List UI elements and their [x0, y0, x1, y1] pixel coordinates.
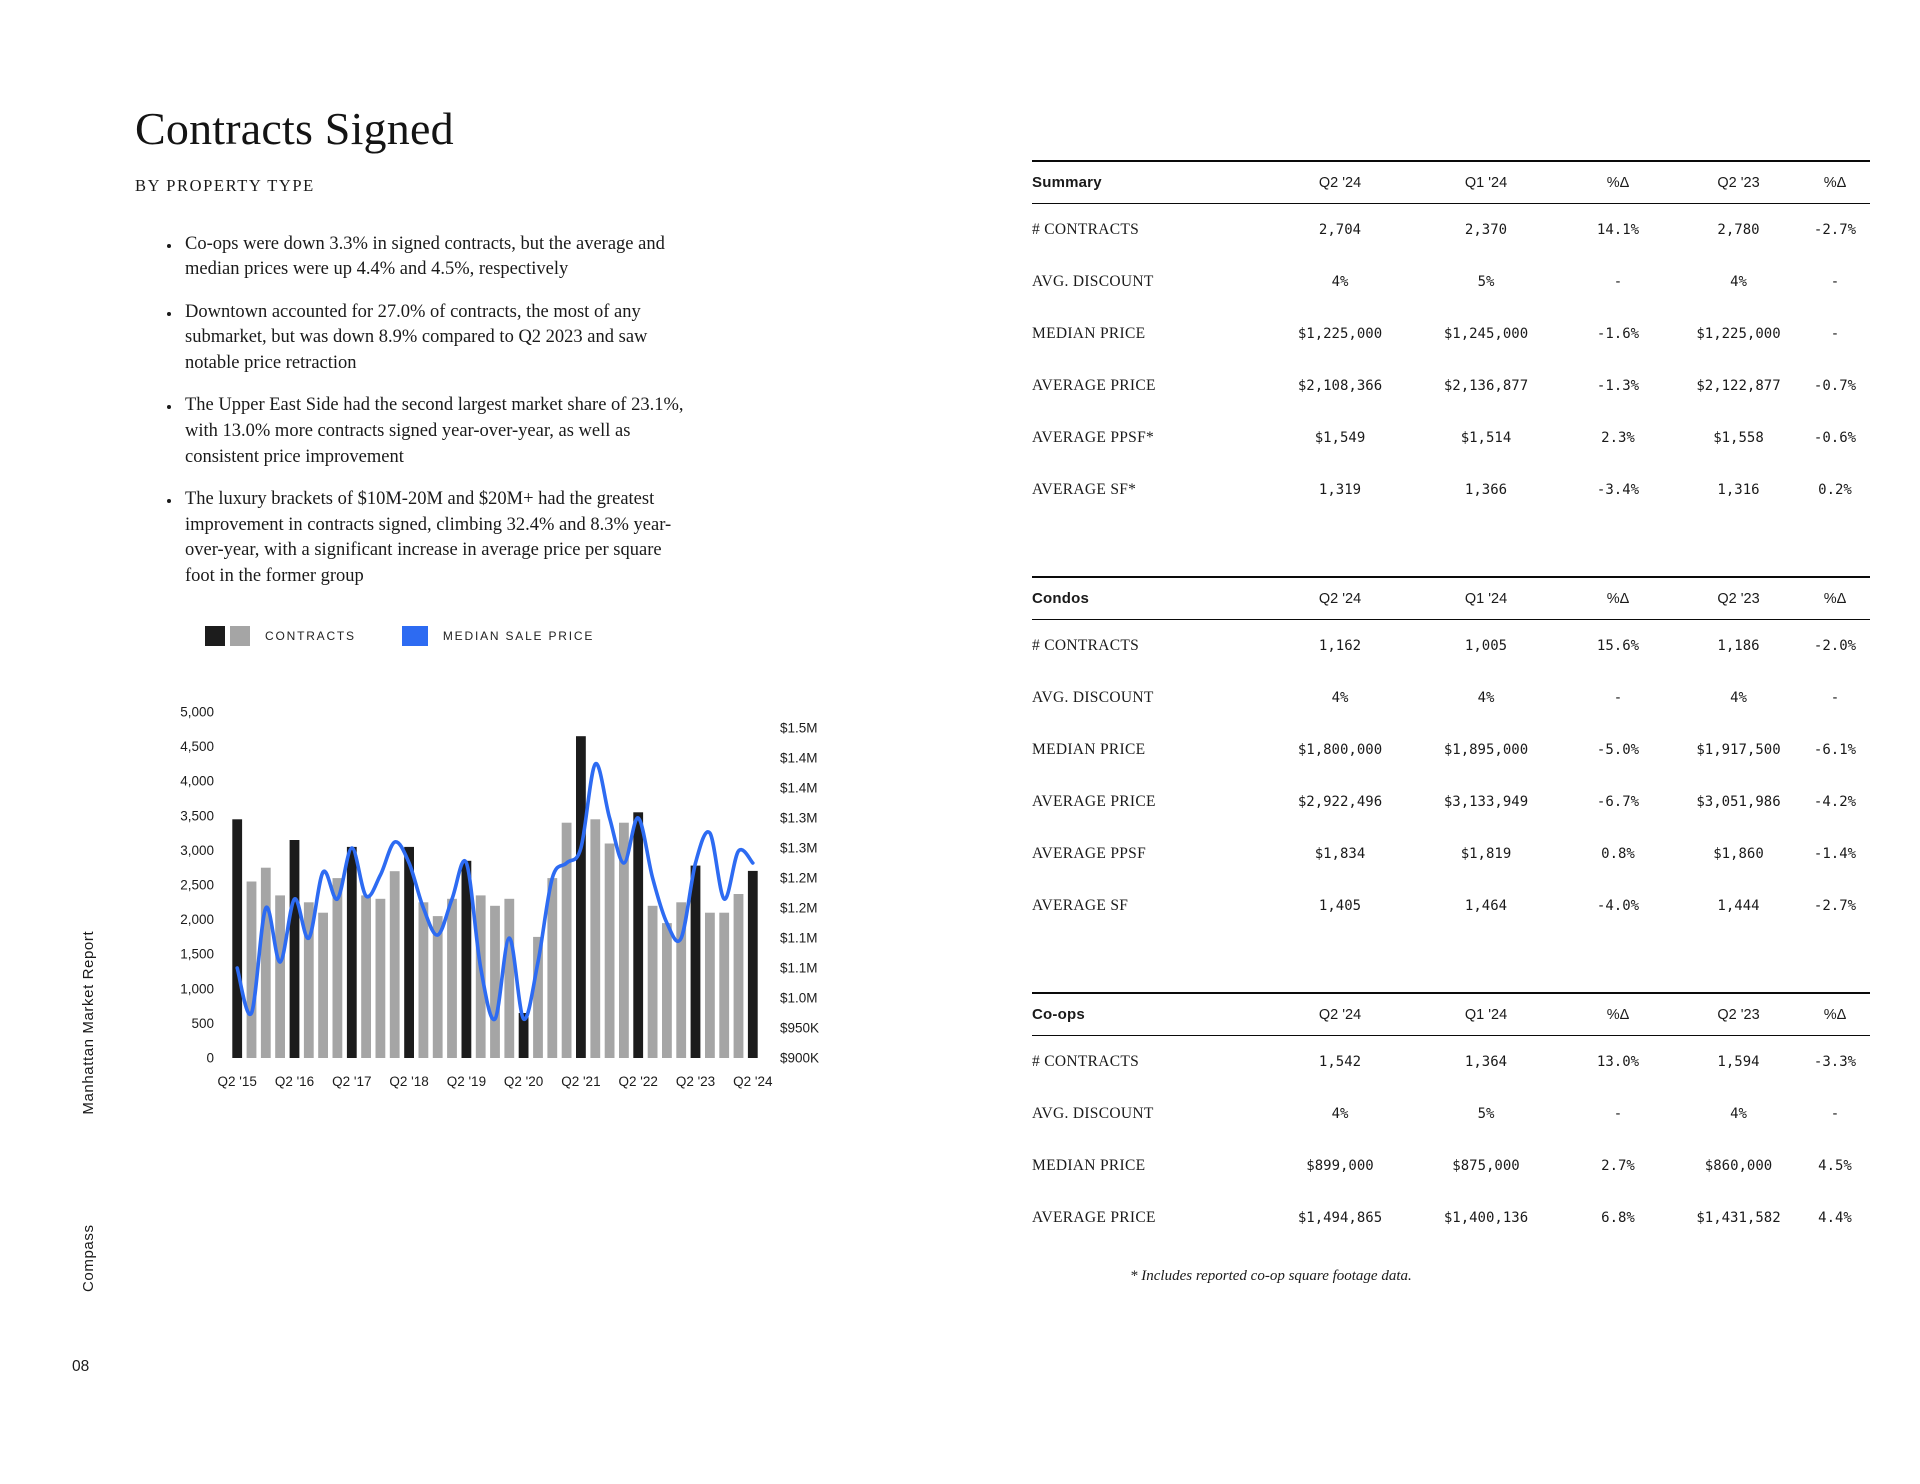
bullet-item: • The Upper East Side had the second largest market share of 23.1%, with 13.0% more contracts signed year-over-year, as well as consistent price improvement [181, 393, 691, 470]
cell-value: $1,558 [1713, 430, 1764, 446]
left-axis-tick: 4,000 [180, 773, 214, 789]
page-subtitle: BY PROPERTY TYPE [135, 175, 315, 195]
cell-value: -3.4% [1596, 482, 1640, 498]
cell-value: 1,005 [1464, 638, 1508, 654]
x-axis-tick: Q2 '16 [274, 1074, 315, 1089]
page-number: 08 [72, 1358, 90, 1375]
contracts-bar [648, 906, 658, 1058]
table-row [1032, 1140, 1870, 1192]
table-row [1032, 1036, 1870, 1088]
x-axis-tick: Q2 '18 [389, 1074, 429, 1089]
right-axis-tick: $1.5M [780, 720, 818, 736]
cell-value: 6.8% [1601, 1210, 1635, 1226]
table-row [1032, 776, 1870, 828]
table-row [1032, 412, 1870, 464]
cell-value: 15.6% [1596, 638, 1640, 654]
contracts-gray-swatch-icon [230, 626, 250, 646]
contracts-bar [433, 916, 443, 1058]
cell-value: 4% [1331, 690, 1349, 706]
cell-value: 1,364 [1464, 1054, 1508, 1070]
column-header: Q2 '23 [1717, 1006, 1760, 1023]
cell-value: $1,917,500 [1696, 742, 1781, 758]
column-header: Q1 '24 [1464, 590, 1508, 607]
x-axis-tick: Q2 '15 [217, 1074, 257, 1089]
cell-value: - [1830, 690, 1840, 706]
contracts-bar [419, 902, 429, 1058]
table-row [1032, 880, 1870, 932]
cell-value: 4% [1730, 1106, 1747, 1122]
bullet-item: • The luxury brackets of $10M-20M and $20M+ had the greatest improvement in contracts signed, climbing 32.4% and 8.3% year-over-year, with a significant increase in average price per square foot in the former group [181, 487, 691, 589]
cell-value: 13.0% [1596, 1054, 1640, 1070]
cell-value: 1,444 [1717, 898, 1760, 914]
cell-value: 2,704 [1318, 222, 1362, 238]
row-label: AVERAGE PPSF [1032, 845, 1147, 862]
cell-value: -6.7% [1596, 794, 1640, 810]
contracts-bar [719, 913, 729, 1058]
row-label: AVERAGE SF [1032, 897, 1129, 914]
cell-value: -1.6% [1596, 326, 1640, 342]
contracts-bar [490, 906, 500, 1058]
contracts-bar [447, 899, 457, 1058]
contracts-bar [347, 847, 357, 1058]
cell-value: 5% [1477, 1106, 1495, 1122]
row-label: AVERAGE SF* [1032, 481, 1137, 498]
cell-value: 14.1% [1596, 222, 1640, 238]
cell-value: $1,819 [1460, 846, 1512, 862]
cell-value: $1,800,000 [1297, 742, 1383, 758]
cell-value: $1,514 [1460, 430, 1512, 446]
row-label: AVERAGE PRICE [1032, 1209, 1156, 1226]
table-row [1032, 672, 1870, 724]
contracts-bar [590, 819, 600, 1058]
contracts-bar [504, 899, 514, 1058]
legend-contracts-label: CONTRACTS [265, 629, 356, 643]
column-header: Q2 '23 [1717, 174, 1760, 191]
right-axis-tick: $1.1M [780, 960, 818, 976]
chart-canvas [148, 688, 868, 1108]
column-header: %Δ [1606, 590, 1630, 607]
cell-value: 4.5% [1818, 1158, 1852, 1174]
report-name: Manhattan Market Report [80, 930, 97, 1115]
cell-value: $2,122,877 [1696, 378, 1781, 394]
contracts-black-swatch-icon [205, 626, 225, 646]
cell-value: 1,186 [1717, 638, 1760, 654]
column-header: Q2 '24 [1318, 1006, 1362, 1023]
contracts-bar [633, 812, 643, 1058]
column-header: Q2 '24 [1318, 174, 1362, 191]
right-axis-tick: $1.4M [780, 750, 818, 766]
cell-value: $1,834 [1314, 846, 1366, 862]
contracts-bar [691, 866, 701, 1058]
contracts-bar [734, 894, 744, 1058]
contracts-bar [318, 913, 328, 1058]
right-axis-tick: $1.0M [780, 990, 818, 1006]
right-axis-tick: $1.2M [780, 870, 818, 886]
table-row [1032, 1192, 1870, 1244]
cell-value: - [1830, 274, 1840, 290]
x-axis-tick: Q2 '19 [446, 1074, 487, 1089]
cell-value: $1,431,582 [1696, 1210, 1781, 1226]
cell-value: $2,922,496 [1297, 794, 1383, 810]
row-label: # CONTRACTS [1032, 637, 1140, 654]
cell-value: 4% [1730, 274, 1747, 290]
cell-value: 1,594 [1717, 1054, 1760, 1070]
left-axis-tick: 500 [191, 1015, 214, 1031]
bullet-list [135, 232, 691, 589]
cell-value: $1,860 [1713, 846, 1764, 862]
cell-value: -4.2% [1813, 794, 1857, 810]
cell-value: -1.4% [1813, 846, 1857, 862]
table-row [1032, 204, 1870, 256]
row-label: AVG. DISCOUNT [1032, 273, 1154, 290]
left-axis-tick: 0 [206, 1050, 214, 1066]
cell-value: -0.6% [1813, 430, 1857, 446]
contracts-bar [576, 736, 586, 1058]
table-title: Condos [1032, 590, 1090, 607]
cell-value: 1,405 [1318, 898, 1362, 914]
cell-value: - [1613, 690, 1623, 706]
cell-value: $1,494,865 [1297, 1210, 1383, 1226]
page-title: Contracts Signed [135, 103, 454, 154]
contracts-bar [562, 823, 572, 1058]
cell-value: 1,316 [1717, 482, 1760, 498]
table-row [1032, 308, 1870, 360]
cell-value: $3,051,986 [1696, 794, 1781, 810]
cell-value: -6.1% [1813, 742, 1857, 758]
x-axis-tick: Q2 '22 [618, 1074, 658, 1089]
cell-value: $1,549 [1314, 430, 1366, 446]
cell-value: 2,370 [1464, 222, 1508, 238]
cell-value: 2.7% [1601, 1158, 1635, 1174]
cell-value: -4.0% [1596, 898, 1640, 914]
footnote: * Includes reported co-op square footage data. [1130, 1268, 1412, 1284]
left-axis-tick: 4,500 [180, 739, 214, 755]
left-axis-tick: 2,500 [180, 877, 214, 893]
column-header: %Δ [1606, 174, 1630, 191]
column-header: %Δ [1823, 1006, 1847, 1023]
cell-value: $875,000 [1452, 1158, 1520, 1174]
cell-value: 4% [1477, 690, 1495, 706]
table-header-row [1032, 576, 1870, 620]
row-label: AVERAGE PRICE [1032, 793, 1156, 810]
cell-value: - [1613, 1106, 1623, 1122]
brand-name: Compass [80, 1224, 97, 1292]
contracts-bar [290, 840, 300, 1058]
table-header-row [1032, 992, 1870, 1036]
cell-value: 1,366 [1464, 482, 1508, 498]
bullet-item: • Downtown accounted for 27.0% of contracts, the most of any submarket, but was down 8.9% compared to Q2 2023 and saw notable price retraction [181, 300, 691, 377]
table-row [1032, 464, 1870, 516]
cell-value: 5% [1477, 274, 1495, 290]
cell-value: 2,780 [1717, 222, 1760, 238]
column-header: Q2 '23 [1717, 590, 1760, 607]
side-rail [80, 931, 97, 1292]
right-axis-tick: $1.4M [780, 780, 818, 796]
row-label: AVG. DISCOUNT [1032, 689, 1154, 706]
table-title: Summary [1032, 174, 1102, 191]
contracts-bar [390, 871, 400, 1058]
table-title: Co-ops [1032, 1006, 1085, 1023]
cell-value: $1,225,000 [1297, 326, 1383, 342]
cell-value: $1,895,000 [1443, 742, 1529, 758]
cell-value: -3.3% [1813, 1054, 1857, 1070]
cell-value: 4.4% [1818, 1210, 1852, 1226]
cell-value: $1,400,136 [1443, 1210, 1529, 1226]
cell-value: $2,108,366 [1297, 378, 1383, 394]
cell-value: 1,319 [1318, 482, 1362, 498]
cell-value: -2.7% [1813, 222, 1857, 238]
cell-value: $2,136,877 [1443, 378, 1529, 394]
x-axis-tick: Q2 '20 [503, 1074, 544, 1089]
cell-value: 4% [1331, 1106, 1349, 1122]
row-label: AVERAGE PRICE [1032, 377, 1156, 394]
row-label: MEDIAN PRICE [1032, 1157, 1146, 1174]
right-axis-tick: $1.2M [780, 900, 818, 916]
row-label: # CONTRACTS [1032, 1053, 1140, 1070]
cell-value: 0.8% [1601, 846, 1635, 862]
x-axis-tick: Q2 '21 [561, 1074, 601, 1089]
median-price-swatch-icon [402, 626, 428, 646]
left-axis-tick: 3,500 [180, 808, 214, 824]
right-axis-tick: $1.3M [780, 840, 818, 856]
narrative-column [135, 103, 875, 606]
cell-value: 0.2% [1818, 482, 1852, 498]
cell-value: - [1830, 326, 1840, 342]
contracts-bar [748, 871, 758, 1058]
cell-value: $899,000 [1306, 1158, 1374, 1174]
x-axis-tick: Q2 '17 [332, 1074, 372, 1089]
cell-value: -2.7% [1813, 898, 1857, 914]
cell-value: 4% [1730, 690, 1747, 706]
contracts-bar [376, 899, 386, 1058]
cell-value: -5.0% [1596, 742, 1640, 758]
cell-value: 1,464 [1464, 898, 1508, 914]
row-label: MEDIAN PRICE [1032, 325, 1146, 342]
cell-value: - [1830, 1106, 1840, 1122]
left-axis-tick: 1,000 [180, 981, 214, 997]
table-row [1032, 828, 1870, 880]
contracts-bar [261, 868, 271, 1058]
cell-value: $1,225,000 [1696, 326, 1781, 342]
left-axis-tick: 3,000 [180, 842, 214, 858]
contracts-bar [705, 913, 715, 1058]
left-axis-tick: 1,500 [180, 946, 214, 962]
cell-value: 1,542 [1318, 1054, 1362, 1070]
table-header-row [1032, 160, 1870, 204]
cell-value: -0.7% [1813, 378, 1857, 394]
right-axis-tick: $1.1M [780, 930, 818, 946]
right-axis-tick: $950K [780, 1020, 820, 1036]
contracts-bar [275, 895, 285, 1058]
x-axis-tick: Q2 '23 [675, 1074, 716, 1089]
cell-value: - [1613, 274, 1623, 290]
metrics-table-co-ops [1032, 992, 1870, 1244]
cell-value: 4% [1331, 274, 1349, 290]
right-axis-tick: $1.3M [780, 810, 818, 826]
table-row [1032, 360, 1870, 412]
table-row [1032, 620, 1870, 672]
column-header: %Δ [1823, 174, 1847, 191]
column-header: %Δ [1606, 1006, 1630, 1023]
row-label: MEDIAN PRICE [1032, 741, 1146, 758]
column-header: Q1 '24 [1464, 1006, 1508, 1023]
cell-value: $1,245,000 [1443, 326, 1529, 342]
right-axis-tick: $900K [780, 1050, 820, 1066]
contracts-bar [333, 878, 343, 1058]
bullet-item: • Co-ops were down 3.3% in signed contracts, but the average and median prices were up 4.4% and 4.5%, respectively [181, 232, 691, 283]
contracts-bar [361, 895, 371, 1058]
cell-value: -2.0% [1813, 638, 1857, 654]
contracts-bar [232, 819, 242, 1058]
legend-median-price-label: MEDIAN SALE PRICE [442, 629, 595, 643]
contracts-bar [662, 923, 672, 1058]
column-header: %Δ [1823, 590, 1847, 607]
left-axis-tick: 2,000 [180, 912, 214, 928]
contracts-median-price-chart [148, 688, 868, 1108]
metrics-table-summary [1032, 160, 1870, 516]
column-header: Q1 '24 [1464, 174, 1508, 191]
x-axis-tick: Q2 '24 [733, 1074, 773, 1089]
cell-value: -1.3% [1596, 378, 1640, 394]
row-label: AVG. DISCOUNT [1032, 1105, 1154, 1122]
cell-value: $3,133,949 [1443, 794, 1529, 810]
table-row [1032, 724, 1870, 776]
chart-legend [205, 626, 594, 646]
row-label: AVERAGE PPSF* [1032, 429, 1155, 446]
left-axis-tick: 5,000 [180, 704, 214, 720]
contracts-bar [247, 882, 257, 1059]
table-row [1032, 1088, 1870, 1140]
cell-value: 2.3% [1601, 430, 1635, 446]
cell-value: 1,162 [1318, 638, 1362, 654]
contracts-bar [605, 844, 615, 1059]
tables-container [1032, 160, 1870, 1304]
metrics-table-condos [1032, 576, 1870, 932]
cell-value: $860,000 [1704, 1158, 1773, 1174]
column-header: Q2 '24 [1318, 590, 1362, 607]
table-row [1032, 256, 1870, 308]
row-label: # CONTRACTS [1032, 221, 1140, 238]
